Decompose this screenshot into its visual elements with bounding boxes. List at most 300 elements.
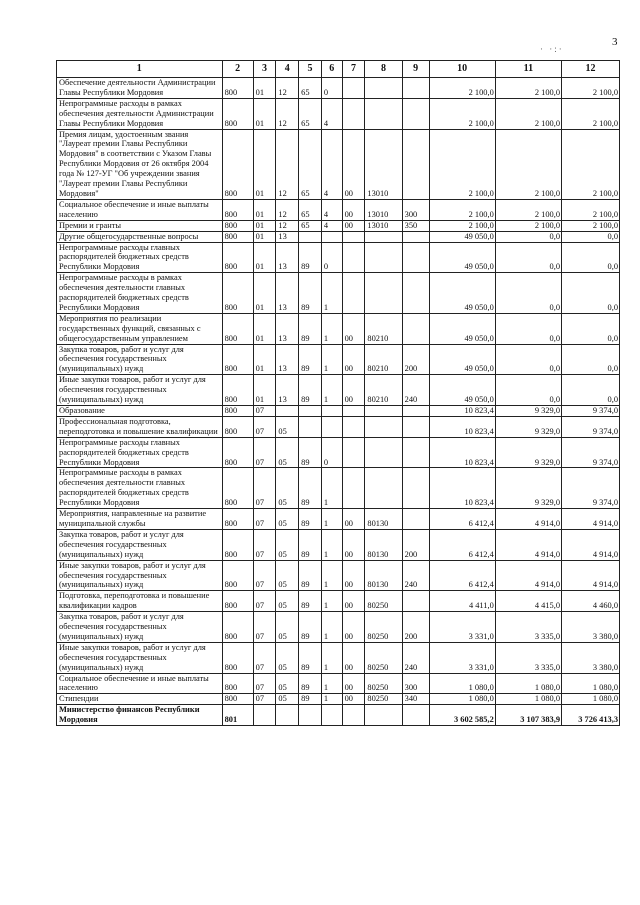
cell-amount-col11: 0,0 [495, 231, 561, 242]
cell-direction-code: 80130 [365, 529, 402, 560]
cell-direction-code [365, 437, 402, 468]
row-name: Непрограммные расходы главных распорядителей бюджетных средств Республики Мордовия [57, 242, 223, 273]
cell-ministry-code: 800 [222, 273, 253, 314]
cell-amount-col10: 3 602 585,2 [429, 705, 495, 726]
table-row [57, 129, 620, 199]
table-row [57, 642, 620, 673]
cell-amount-col12: 1 080,0 [562, 673, 620, 694]
cell-ministry-code: 800 [222, 375, 253, 406]
cell-amount-col11: 3 107 383,9 [495, 705, 561, 726]
cell-expense-type-code [402, 98, 429, 129]
cell-direction-code: 13010 [365, 129, 402, 199]
table-row [57, 231, 620, 242]
row-name: Иные закупки товаров, работ и услуг для обеспечения государственных (муниципальных) нужд [57, 375, 223, 406]
header-col-9: 9 [402, 61, 429, 78]
cell-amount-col10: 4 411,0 [429, 591, 495, 612]
cell-expense-type-code: 240 [402, 642, 429, 673]
cell-subprogram-code: 1 [321, 591, 342, 612]
cell-main-event-code: 00 [342, 560, 365, 591]
cell-expense-type-code: 200 [402, 344, 429, 375]
cell-main-event-code: 00 [342, 129, 365, 199]
cell-amount-col12: 2 100,0 [562, 220, 620, 231]
cell-amount-col11: 4 914,0 [495, 509, 561, 530]
table-row [57, 416, 620, 437]
cell-amount-col11: 9 329,0 [495, 437, 561, 468]
scan-artifact: · ·:· [540, 44, 564, 54]
cell-direction-code [365, 468, 402, 509]
cell-direction-code [365, 406, 402, 417]
cell-section-code: 07 [253, 416, 276, 437]
cell-subsection-code: 12 [276, 129, 299, 199]
cell-program-code: 89 [299, 591, 322, 612]
table-row [57, 673, 620, 694]
cell-expense-type-code: 350 [402, 220, 429, 231]
cell-program-code: 89 [299, 437, 322, 468]
row-name: Закупка товаров, работ и услуг для обеспечения государственных (муниципальных) нужд [57, 612, 223, 643]
cell-subsection-code: 05 [276, 468, 299, 509]
cell-program-code: 65 [299, 199, 322, 220]
row-name: Обеспечение деятельности Администрации Главы Республики Мордовия [57, 78, 223, 99]
header-col-7: 7 [342, 61, 365, 78]
cell-main-event-code [342, 437, 365, 468]
row-name: Стипендии [57, 694, 223, 705]
cell-amount-col11: 2 100,0 [495, 78, 561, 99]
cell-ministry-code: 800 [222, 98, 253, 129]
cell-amount-col11: 4 914,0 [495, 529, 561, 560]
cell-amount-col12: 2 100,0 [562, 78, 620, 99]
cell-subsection-code: 05 [276, 509, 299, 530]
header-col-12: 12 [562, 61, 620, 78]
cell-expense-type-code [402, 437, 429, 468]
cell-amount-col10: 2 100,0 [429, 129, 495, 199]
cell-direction-code: 80250 [365, 673, 402, 694]
cell-main-event-code [342, 406, 365, 417]
cell-main-event-code [342, 273, 365, 314]
cell-ministry-code: 800 [222, 406, 253, 417]
cell-program-code: 89 [299, 468, 322, 509]
cell-subprogram-code: 1 [321, 560, 342, 591]
cell-amount-col11: 9 329,0 [495, 406, 561, 417]
cell-ministry-code: 800 [222, 560, 253, 591]
cell-program-code: 89 [299, 242, 322, 273]
cell-subprogram-code: 1 [321, 273, 342, 314]
cell-section-code: 07 [253, 509, 276, 530]
cell-subprogram-code: 0 [321, 242, 342, 273]
cell-amount-col11: 2 100,0 [495, 220, 561, 231]
cell-main-event-code [342, 416, 365, 437]
cell-amount-col11: 4 914,0 [495, 560, 561, 591]
cell-program-code: 89 [299, 344, 322, 375]
cell-amount-col11: 0,0 [495, 273, 561, 314]
cell-subprogram-code [321, 231, 342, 242]
cell-direction-code: 80250 [365, 694, 402, 705]
row-name: Другие общегосударственные вопросы [57, 231, 223, 242]
cell-direction-code: 13010 [365, 220, 402, 231]
cell-main-event-code: 00 [342, 529, 365, 560]
table-row [57, 705, 620, 726]
cell-subprogram-code: 1 [321, 694, 342, 705]
cell-ministry-code: 800 [222, 220, 253, 231]
cell-amount-col11: 0,0 [495, 242, 561, 273]
cell-program-code: 65 [299, 98, 322, 129]
cell-expense-type-code [402, 509, 429, 530]
table-row [57, 78, 620, 99]
cell-main-event-code: 00 [342, 694, 365, 705]
cell-section-code: 01 [253, 129, 276, 199]
cell-amount-col12: 0,0 [562, 242, 620, 273]
cell-ministry-code: 800 [222, 529, 253, 560]
cell-section-code: 01 [253, 199, 276, 220]
cell-amount-col10: 10 823,4 [429, 468, 495, 509]
cell-expense-type-code [402, 468, 429, 509]
cell-subsection-code: 05 [276, 437, 299, 468]
cell-amount-col12: 2 100,0 [562, 98, 620, 129]
table-row [57, 273, 620, 314]
cell-expense-type-code [402, 78, 429, 99]
table-row [57, 375, 620, 406]
header-row [57, 61, 620, 78]
cell-subprogram-code: 0 [321, 78, 342, 99]
cell-expense-type-code: 200 [402, 529, 429, 560]
cell-subsection-code: 05 [276, 642, 299, 673]
cell-direction-code: 80130 [365, 560, 402, 591]
cell-ministry-code: 800 [222, 199, 253, 220]
cell-program-code: 89 [299, 612, 322, 643]
cell-subprogram-code: 1 [321, 612, 342, 643]
cell-section-code: 01 [253, 242, 276, 273]
cell-program-code: 89 [299, 509, 322, 530]
row-name: Подготовка, переподготовка и повышение квалификации кадров [57, 591, 223, 612]
cell-ministry-code: 800 [222, 416, 253, 437]
cell-direction-code: 80210 [365, 344, 402, 375]
cell-direction-code: 80250 [365, 591, 402, 612]
cell-main-event-code [342, 98, 365, 129]
row-name: Непрограммные расходы в рамках обеспечения деятельности главных распорядителей бюджетных средств Республики Мордовия [57, 468, 223, 509]
cell-program-code: 65 [299, 129, 322, 199]
cell-expense-type-code: 300 [402, 199, 429, 220]
cell-subprogram-code: 1 [321, 642, 342, 673]
cell-subsection-code: 13 [276, 231, 299, 242]
cell-expense-type-code: 240 [402, 375, 429, 406]
cell-subprogram-code: 4 [321, 129, 342, 199]
cell-amount-col11: 3 335,0 [495, 612, 561, 643]
cell-program-code [299, 406, 322, 417]
cell-ministry-code: 800 [222, 694, 253, 705]
cell-program-code: 65 [299, 78, 322, 99]
cell-main-event-code: 00 [342, 344, 365, 375]
cell-main-event-code: 00 [342, 509, 365, 530]
cell-direction-code [365, 231, 402, 242]
cell-amount-col12: 0,0 [562, 273, 620, 314]
cell-subprogram-code: 1 [321, 509, 342, 530]
header-col-4: 4 [276, 61, 299, 78]
cell-program-code: 89 [299, 642, 322, 673]
cell-main-event-code: 00 [342, 673, 365, 694]
cell-amount-col12: 1 080,0 [562, 694, 620, 705]
cell-amount-col10: 2 100,0 [429, 220, 495, 231]
row-name: Профессиональная подготовка, переподготовка и повышение квалификации [57, 416, 223, 437]
cell-amount-col10: 10 823,4 [429, 406, 495, 417]
cell-subsection-code: 12 [276, 98, 299, 129]
header-col-3: 3 [253, 61, 276, 78]
table-row [57, 612, 620, 643]
cell-program-code [299, 231, 322, 242]
cell-program-code: 89 [299, 529, 322, 560]
cell-amount-col10: 2 100,0 [429, 199, 495, 220]
cell-direction-code [365, 98, 402, 129]
cell-subsection-code [276, 705, 299, 726]
cell-amount-col12: 2 100,0 [562, 199, 620, 220]
cell-amount-col10: 49 050,0 [429, 344, 495, 375]
cell-section-code: 07 [253, 529, 276, 560]
cell-section-code: 01 [253, 98, 276, 129]
cell-main-event-code [342, 705, 365, 726]
cell-amount-col10: 49 050,0 [429, 375, 495, 406]
cell-section-code: 07 [253, 694, 276, 705]
cell-program-code: 89 [299, 375, 322, 406]
cell-ministry-code: 800 [222, 437, 253, 468]
row-name: Иные закупки товаров, работ и услуг для обеспечения государственных (муниципальных) нужд [57, 560, 223, 591]
cell-expense-type-code [402, 313, 429, 344]
cell-direction-code [365, 705, 402, 726]
table-body [57, 78, 620, 726]
cell-subsection-code: 12 [276, 199, 299, 220]
cell-ministry-code: 800 [222, 129, 253, 199]
cell-amount-col11: 9 329,0 [495, 468, 561, 509]
cell-ministry-code: 800 [222, 344, 253, 375]
table-row [57, 98, 620, 129]
row-name: Премии и гранты [57, 220, 223, 231]
cell-amount-col12: 9 374,0 [562, 437, 620, 468]
header-col-5: 5 [299, 61, 322, 78]
cell-amount-col10: 6 412,4 [429, 560, 495, 591]
cell-subsection-code [276, 406, 299, 417]
table-row [57, 242, 620, 273]
table-row [57, 344, 620, 375]
table-row [57, 220, 620, 231]
cell-ministry-code: 800 [222, 78, 253, 99]
cell-subprogram-code: 1 [321, 375, 342, 406]
cell-amount-col10: 10 823,4 [429, 437, 495, 468]
budget-table-container [56, 60, 620, 726]
cell-expense-type-code [402, 416, 429, 437]
cell-section-code: 01 [253, 344, 276, 375]
header-col-2: 2 [222, 61, 253, 78]
cell-section-code: 01 [253, 220, 276, 231]
cell-expense-type-code: 200 [402, 612, 429, 643]
budget-table [56, 60, 620, 726]
cell-amount-col12: 3 726 413,3 [562, 705, 620, 726]
cell-subprogram-code: 1 [321, 344, 342, 375]
cell-subprogram-code: 1 [321, 673, 342, 694]
cell-section-code: 01 [253, 273, 276, 314]
cell-program-code: 89 [299, 313, 322, 344]
cell-subprogram-code: 1 [321, 468, 342, 509]
row-name: Образование [57, 406, 223, 417]
table-row [57, 509, 620, 530]
table-row [57, 437, 620, 468]
cell-main-event-code: 00 [342, 199, 365, 220]
cell-direction-code: 80210 [365, 375, 402, 406]
cell-subprogram-code: 1 [321, 529, 342, 560]
cell-amount-col12: 9 374,0 [562, 406, 620, 417]
cell-main-event-code [342, 231, 365, 242]
cell-subsection-code: 05 [276, 612, 299, 643]
header-col-10: 10 [429, 61, 495, 78]
cell-subprogram-code [321, 416, 342, 437]
cell-amount-col10: 3 331,0 [429, 612, 495, 643]
row-name: Социальное обеспечение и иные выплаты населению [57, 199, 223, 220]
cell-amount-col10: 2 100,0 [429, 98, 495, 129]
cell-direction-code [365, 242, 402, 273]
cell-section-code: 07 [253, 560, 276, 591]
cell-subsection-code: 05 [276, 416, 299, 437]
cell-ministry-code: 800 [222, 642, 253, 673]
row-name: Закупка товаров, работ и услуг для обеспечения государственных (муниципальных) нужд [57, 344, 223, 375]
cell-expense-type-code [402, 705, 429, 726]
table-row [57, 560, 620, 591]
table-row [57, 694, 620, 705]
header-col-11: 11 [495, 61, 561, 78]
cell-subsection-code: 13 [276, 344, 299, 375]
cell-ministry-code: 800 [222, 468, 253, 509]
cell-amount-col10: 6 412,4 [429, 509, 495, 530]
cell-subprogram-code: 4 [321, 220, 342, 231]
cell-program-code: 89 [299, 673, 322, 694]
table-row [57, 468, 620, 509]
cell-section-code: 07 [253, 642, 276, 673]
cell-amount-col12: 4 914,0 [562, 560, 620, 591]
cell-expense-type-code [402, 591, 429, 612]
cell-amount-col12: 0,0 [562, 313, 620, 344]
table-row [57, 406, 620, 417]
cell-direction-code: 80210 [365, 313, 402, 344]
cell-expense-type-code: 340 [402, 694, 429, 705]
cell-amount-col12: 9 374,0 [562, 468, 620, 509]
cell-amount-col11: 0,0 [495, 375, 561, 406]
cell-subprogram-code [321, 705, 342, 726]
row-name: Социальное обеспечение и иные выплаты населению [57, 673, 223, 694]
cell-subsection-code: 05 [276, 694, 299, 705]
cell-direction-code [365, 273, 402, 314]
cell-subprogram-code: 0 [321, 437, 342, 468]
row-name: Непрограммные расходы в рамках обеспечения деятельности Администрации Главы Республики Мордовия [57, 98, 223, 129]
cell-main-event-code [342, 468, 365, 509]
cell-amount-col10: 49 050,0 [429, 273, 495, 314]
cell-direction-code: 80250 [365, 642, 402, 673]
cell-amount-col11: 1 080,0 [495, 673, 561, 694]
cell-main-event-code: 00 [342, 612, 365, 643]
cell-program-code: 89 [299, 694, 322, 705]
row-name: Мероприятия, направленные на развитие муниципальной службы [57, 509, 223, 530]
cell-expense-type-code [402, 242, 429, 273]
cell-main-event-code: 00 [342, 313, 365, 344]
cell-expense-type-code [402, 406, 429, 417]
cell-amount-col11: 3 335,0 [495, 642, 561, 673]
cell-amount-col12: 3 380,0 [562, 642, 620, 673]
cell-section-code: 01 [253, 78, 276, 99]
cell-amount-col12: 3 380,0 [562, 612, 620, 643]
cell-amount-col11: 2 100,0 [495, 129, 561, 199]
cell-program-code [299, 705, 322, 726]
row-name: Мероприятия по реализации государственных функций, связанных с общегосударственным управлением [57, 313, 223, 344]
cell-subsection-code: 13 [276, 273, 299, 314]
cell-amount-col10: 1 080,0 [429, 673, 495, 694]
cell-amount-col11: 9 329,0 [495, 416, 561, 437]
cell-program-code: 65 [299, 220, 322, 231]
cell-expense-type-code [402, 129, 429, 199]
cell-amount-col11: 2 100,0 [495, 98, 561, 129]
cell-amount-col12: 0,0 [562, 231, 620, 242]
header-col-6: 6 [321, 61, 342, 78]
cell-direction-code [365, 416, 402, 437]
cell-main-event-code [342, 78, 365, 99]
table-row [57, 529, 620, 560]
header-col-8: 8 [365, 61, 402, 78]
cell-direction-code: 13010 [365, 199, 402, 220]
cell-ministry-code: 800 [222, 612, 253, 643]
cell-section-code: 01 [253, 231, 276, 242]
cell-section-code: 07 [253, 468, 276, 509]
cell-section-code [253, 705, 276, 726]
cell-amount-col10: 6 412,4 [429, 529, 495, 560]
cell-section-code: 01 [253, 375, 276, 406]
cell-amount-col11: 1 080,0 [495, 694, 561, 705]
cell-section-code: 07 [253, 406, 276, 417]
cell-subsection-code: 05 [276, 529, 299, 560]
cell-ministry-code: 801 [222, 705, 253, 726]
cell-subprogram-code [321, 406, 342, 417]
cell-subsection-code: 13 [276, 313, 299, 344]
cell-amount-col11: 4 415,0 [495, 591, 561, 612]
row-name: Непрограммные расходы в рамках обеспечения деятельности главных распорядителей бюджетных средств Республики Мордовия [57, 273, 223, 314]
cell-amount-col12: 4 460,0 [562, 591, 620, 612]
row-name: Закупка товаров, работ и услуг для обеспечения государственных (муниципальных) нужд [57, 529, 223, 560]
cell-expense-type-code: 240 [402, 560, 429, 591]
row-name: Иные закупки товаров, работ и услуг для обеспечения государственных (муниципальных) нужд [57, 642, 223, 673]
cell-amount-col12: 9 374,0 [562, 416, 620, 437]
row-name: Непрограммные расходы главных распорядителей бюджетных средств Республики Мордовия [57, 437, 223, 468]
cell-section-code: 01 [253, 313, 276, 344]
cell-main-event-code: 00 [342, 591, 365, 612]
cell-amount-col10: 49 050,0 [429, 231, 495, 242]
cell-subsection-code: 05 [276, 591, 299, 612]
cell-amount-col10: 49 050,0 [429, 242, 495, 273]
cell-direction-code: 80130 [365, 509, 402, 530]
cell-program-code [299, 416, 322, 437]
cell-ministry-code: 800 [222, 509, 253, 530]
cell-amount-col11: 0,0 [495, 313, 561, 344]
cell-ministry-code: 800 [222, 313, 253, 344]
cell-section-code: 07 [253, 673, 276, 694]
cell-subsection-code: 05 [276, 560, 299, 591]
cell-direction-code: 80250 [365, 612, 402, 643]
cell-amount-col12: 4 914,0 [562, 509, 620, 530]
cell-expense-type-code [402, 231, 429, 242]
cell-direction-code [365, 78, 402, 99]
cell-amount-col10: 49 050,0 [429, 313, 495, 344]
cell-amount-col10: 2 100,0 [429, 78, 495, 99]
cell-subprogram-code: 4 [321, 199, 342, 220]
cell-main-event-code: 00 [342, 220, 365, 231]
cell-amount-col11: 2 100,0 [495, 199, 561, 220]
header-col-1: 1 [57, 61, 223, 78]
cell-amount-col11: 0,0 [495, 344, 561, 375]
table-row [57, 591, 620, 612]
cell-expense-type-code [402, 273, 429, 314]
cell-amount-col10: 10 823,4 [429, 416, 495, 437]
cell-section-code: 07 [253, 612, 276, 643]
